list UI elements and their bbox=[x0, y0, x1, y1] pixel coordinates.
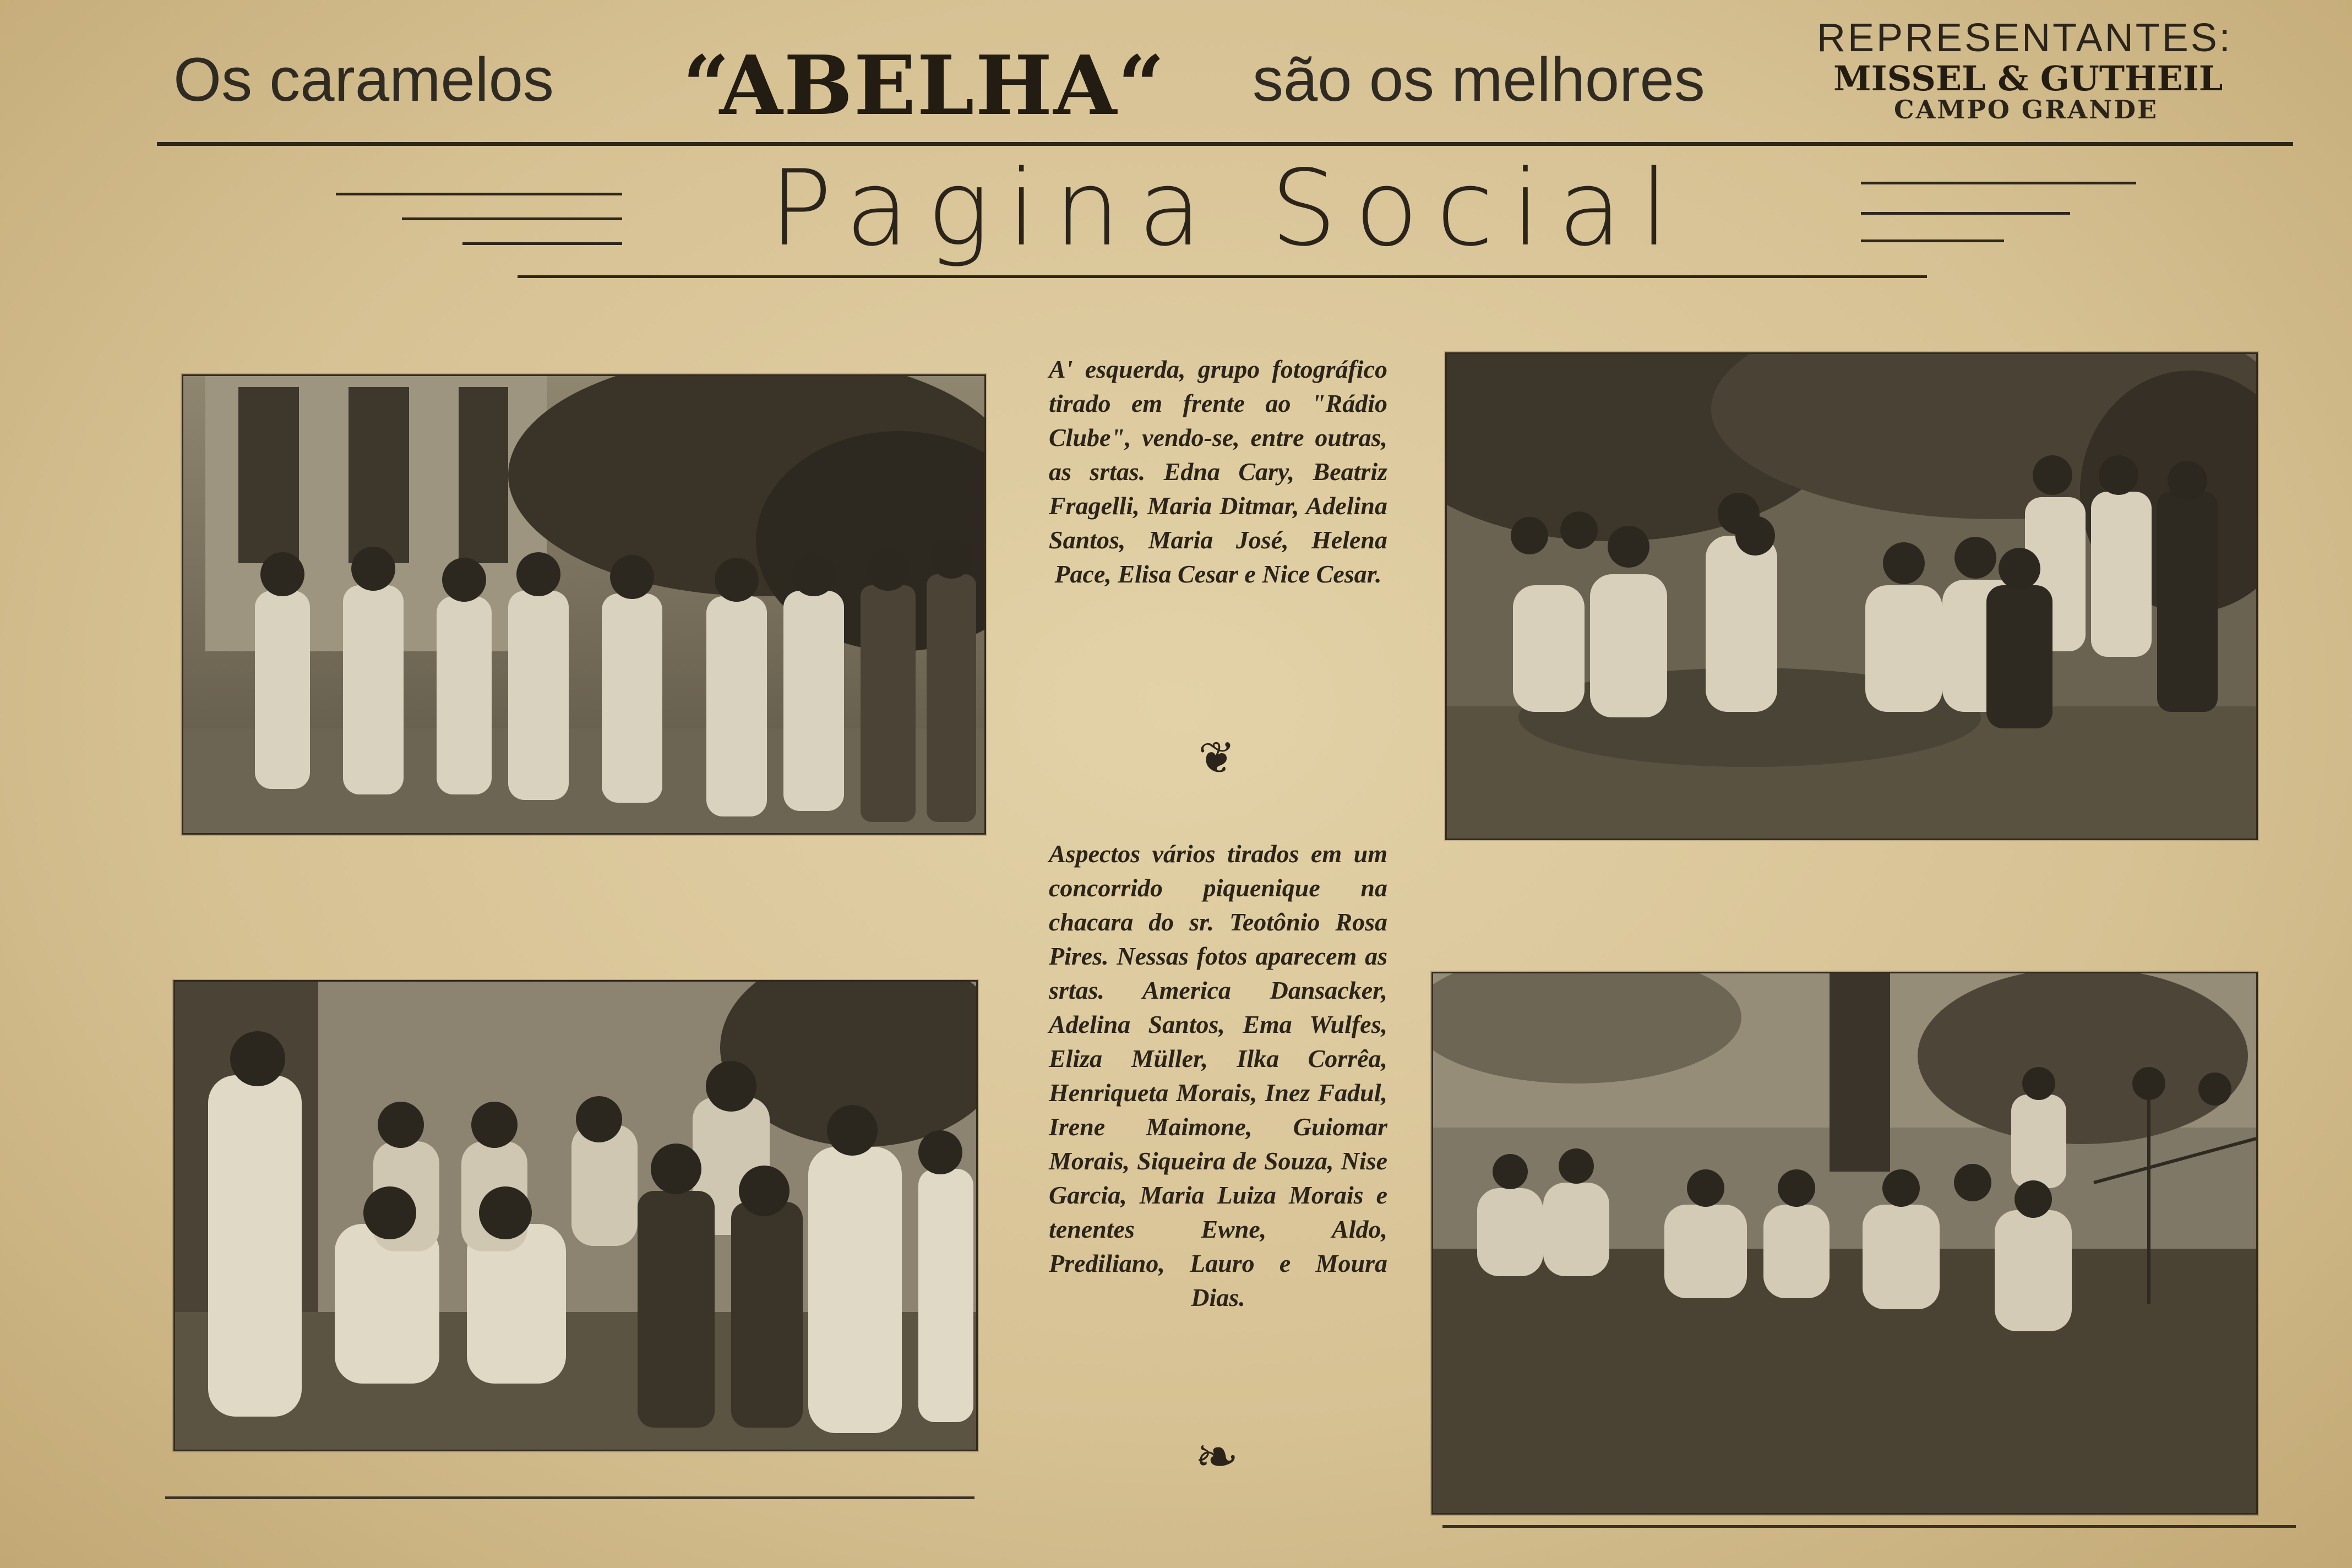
title-deco-right-2 bbox=[1861, 212, 2070, 215]
title-deco-left-2 bbox=[402, 217, 622, 220]
caption-picnic: Aspectos vários tirados em um concorrido piquenique na chacara do sr. Teotônio Rosa Pires. Nessas fotos aparecem as srtas. America Dansacker, Adelina Santos, Ema Wulfes, Eliza Müller, Ilka Corrêa, Henriqueta Morais, Inez Fadul, Irene Maimone, Guiomar Morais, Siqueira de Souza, Nise Garcia, Maria Luiza Morais e tenentes Ewne, Aldo, Prediliano, Lauro e Moura Dias. bbox=[1049, 840, 1387, 1311]
footer-rule-right bbox=[1442, 1525, 2296, 1528]
footer-rule bbox=[165, 1496, 974, 1499]
caption-radio-clube: A' esquerda, grupo fotográfico tirado em frente ao "Rádio Clube", vendo-se, entre outras, as srtas. Edna Cary, Beatriz Fragelli, Maria Ditmar, Adelina Santos, Maria José, Helena Pace, Elisa Cesar e Nice Cesar. bbox=[1049, 355, 1387, 588]
advert-suffix: são os melhores bbox=[1253, 45, 1705, 114]
representatives-city: CAMPO GRANDE bbox=[1894, 95, 2159, 124]
title-deco-left-1 bbox=[336, 193, 622, 195]
page-title: Pagina Social bbox=[769, 148, 1686, 269]
ornament-divider: ❦ bbox=[1198, 734, 1235, 783]
representatives-names: MISSEL & GUTHEIL bbox=[1833, 58, 2223, 99]
header-rule bbox=[157, 142, 2293, 146]
photo-picnic-women-group bbox=[173, 980, 978, 1451]
ornament-bottom: ❧ bbox=[1194, 1428, 1239, 1487]
advert-brand: “ABELHA“ bbox=[683, 37, 1166, 133]
representatives-label: REPRESENTANTES: bbox=[1817, 16, 2233, 60]
title-deco-right-3 bbox=[1861, 239, 2004, 242]
photo-picnic-lawn bbox=[1431, 972, 2258, 1515]
advert-prefix: Os caramelos bbox=[173, 45, 554, 114]
photo-radio-clube-group bbox=[182, 374, 986, 835]
title-deco-left-3 bbox=[462, 242, 622, 245]
photo-picnic-seated-group bbox=[1445, 352, 2258, 840]
title-underline bbox=[518, 275, 1927, 278]
title-deco-right-1 bbox=[1861, 182, 2136, 184]
